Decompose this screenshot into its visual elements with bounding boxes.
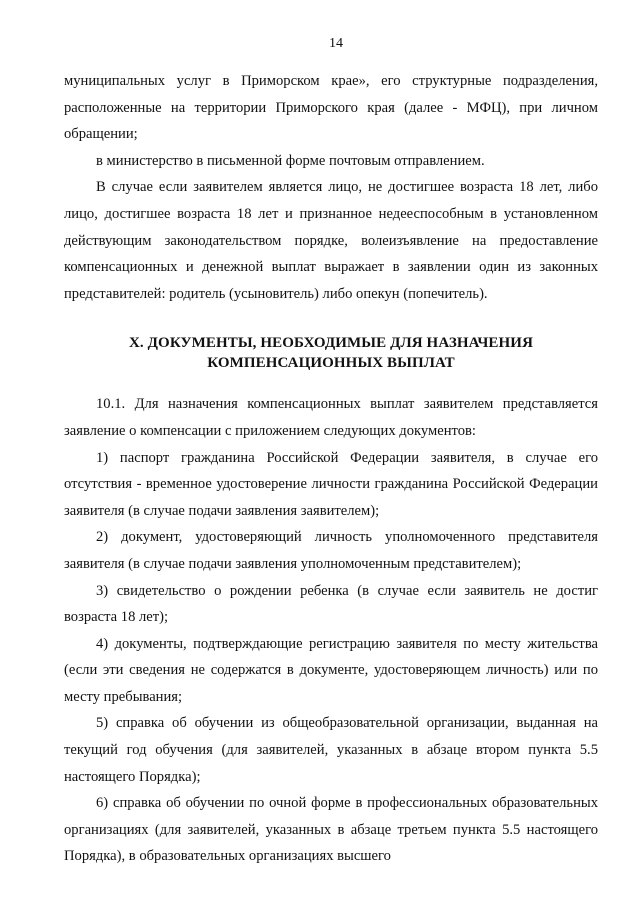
section-title-line-2: КОМПЕНСАЦИОННЫХ ВЫПЛАТ xyxy=(207,355,455,372)
list-item-registration: 4) документы, подтверждающие регистрацию заявителя по месту жительства (если эти сведения не содержатся в документе, удостоверяющем личность) или по месту пребывания; xyxy=(64,635,598,705)
paragraph-mfc-continuation: муниципальных услуг в Приморском крае», его структурные подразделения, расположенные на территории Приморского края (далее - МФЦ), при личном обращении; xyxy=(64,73,598,143)
list-item-birth-certificate: 3) свидетельство о рождении ребенка (в случае если заявитель не достиг возраста 18 лет); xyxy=(64,582,598,626)
section-title xyxy=(64,333,598,373)
list-item-school-certificate: 5) справка об обучении из общеобразовательной организации, выданная на текущий год обучения (для заявителей, указанных в абзаце втором пункта 5.5 настоящего Порядка); xyxy=(64,715,598,785)
paragraph-minor-representative: В случае если заявителем является лицо, не достигшее возраста 18 лет, либо лицо, достигшее возраста 18 лет и признанное недееспособным в установленном действующим законодательством порядке, волеизъявление на предоставление компенсационных и денежной выплат выражает в заявлении один из законных представителей: родитель (усыновитель) либо опекун (попечитель). xyxy=(64,179,598,302)
list-item-representative-id: 2) документ, удостоверяющий личность уполномоченного представителя заявителя (в случае подачи заявления уполномоченным представителем); xyxy=(64,529,598,572)
section-title-line-1: X. ДОКУМЕНТЫ, НЕОБХОДИМЫЕ ДЛЯ НАЗНАЧЕНИЯ xyxy=(129,335,533,352)
paragraph-postal: в министерство в письменной форме почтовым отправлением. xyxy=(96,152,485,169)
page-number: 14 xyxy=(329,36,343,51)
list-item-vocational-certificate: 6) справка об обучении по очной форме в профессиональных образовательных организациях (для заявителей, указанных в абзаце третьем пункта 5.5 настоящего Порядка), в образовательных организациях высшего xyxy=(64,795,598,865)
list-item-passport: 1) паспорт гражданина Российской Федерации заявителя, в случае его отсутствия - временное удостоверение личности гражданина Российской Федерации заявителя (в случае подачи заявления заявителем); xyxy=(64,449,598,519)
clause-10-1: 10.1. Для назначения компенсационных выплат заявителем представляется заявление о компенсации с приложением следующих документов: xyxy=(64,396,598,439)
